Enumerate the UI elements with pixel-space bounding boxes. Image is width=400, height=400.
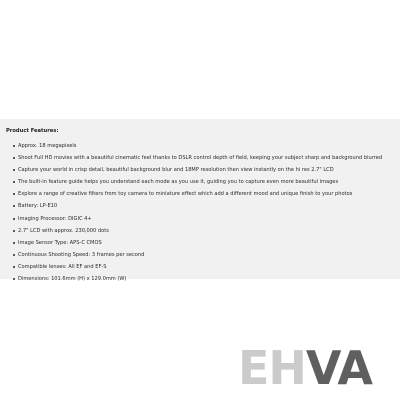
feature-item — [6, 167, 394, 173]
feature-item — [6, 155, 394, 161]
bullet-icon — [13, 230, 15, 232]
feature-text: Dimensions: 101.6mm (H) x 129.0mm (W) — [18, 276, 127, 283]
feature-text: Explore a range of creative filters from toy camera to miniature effect which add a different mood and unique finish to your photos — [18, 191, 353, 198]
feature-item — [6, 240, 394, 246]
feature-text: The built-in feature guide helps you understand each mode as you use it, guiding you to capture even more beautiful images — [18, 179, 339, 186]
feature-item — [6, 228, 394, 234]
feature-text: Capture your world in crisp detail, beautiful background blur and 18MP resolution then view instantly on the hi res 2.7" LCD — [18, 167, 334, 174]
feature-item — [6, 179, 394, 185]
bullet-icon — [13, 169, 15, 171]
feature-text: Image Sensor Type: APS-C CMOS — [18, 239, 102, 246]
bullet-icon — [13, 181, 15, 183]
bullet-icon — [13, 193, 15, 195]
feature-text: Imaging Processor: DIGIC 4+ — [18, 215, 92, 222]
bullet-icon — [13, 157, 15, 159]
feature-item — [6, 191, 394, 197]
feature-text: Approx. 18 megapixels — [18, 143, 77, 149]
feature-item — [6, 143, 394, 149]
bullet-icon — [13, 145, 15, 147]
bullet-icon — [13, 218, 15, 220]
feature-item — [6, 252, 394, 258]
product-features-heading: Product Features: — [6, 128, 59, 134]
bullet-icon — [13, 266, 15, 268]
bullet-icon — [13, 205, 15, 207]
feature-list — [6, 143, 394, 282]
bullet-icon — [13, 242, 15, 244]
feature-text: Battery: LP-E10 — [18, 203, 58, 210]
feature-item — [6, 203, 394, 209]
watermark-part-eh: EH — [238, 341, 306, 395]
watermark-part-va: VA — [305, 341, 373, 395]
bullet-icon — [13, 254, 15, 256]
feature-text: Compatible lenses: All EF and EF-S — [18, 263, 107, 270]
feature-item — [6, 264, 394, 270]
product-features-panel — [0, 119, 400, 283]
feature-text: Continuous Shooting Speed: 3 frames per second — [18, 251, 145, 258]
feature-item — [6, 276, 394, 282]
feature-item — [6, 216, 394, 222]
ehva-watermark-logo — [238, 341, 396, 395]
bullet-icon — [13, 278, 15, 280]
feature-text: Shoot Full HD movies with a beautiful cinematic feel thanks to DSLR control depth of field, keeping your subject sharp and background blurred — [18, 155, 383, 162]
feature-text: 2.7" LCD with approx. 230,000 dots — [18, 227, 109, 234]
